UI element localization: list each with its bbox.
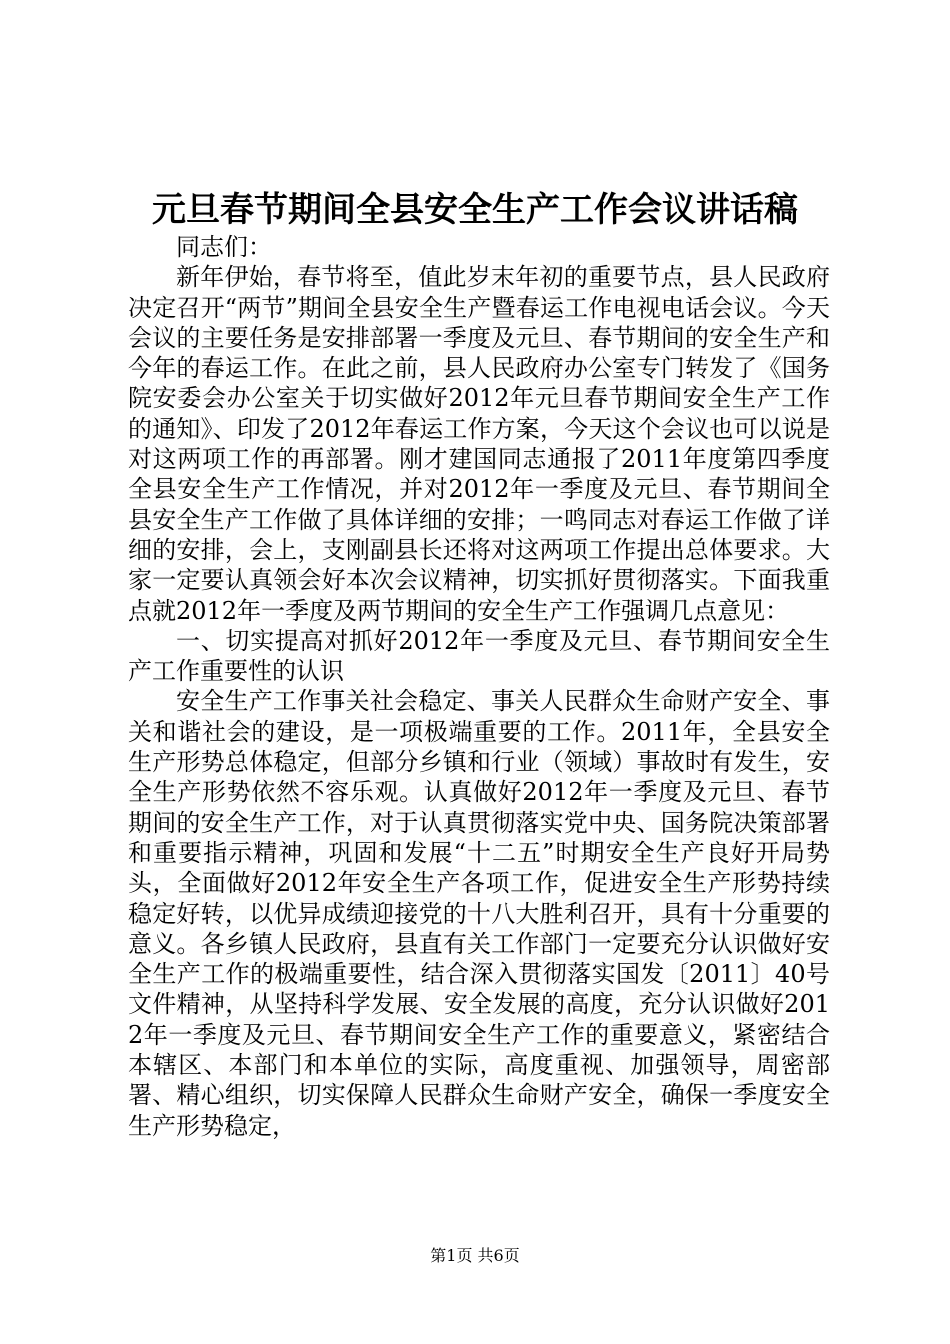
section-heading: 一、切实提高对抓好2012年一季度及元旦、春节期间安全生产工作重要性的认识: [128, 626, 830, 686]
body-paragraph: 安全生产工作事关社会稳定、事关人民群众生命财产安全、事关和谐社会的建设，是一项极端重要的工作。2011年，全县安全生产形势总体稳定，但部分乡镇和行业（领域）事故时有发生，安全生产形势依然不容乐观。认真做好2012年一季度及元旦、春节期间的安全生产工作，对于认真贯彻落实党中央、国务院决策部署和重要指示精神，巩固和发展“十二五”时期安全生产良好开局势头，全面做好2012年安全生产各项工作，促进安全生产形势持续稳定好转，以优异成绩迎接党的十八大胜利召开，具有十分重要的意义。各乡镇人民政府，县直有关工作部门一定要充分认识做好安全生产工作的极端重要性，结合深入贯彻落实国发〔2011〕40号文件精神，从坚持科学发展、安全发展的高度，充分认识做好2012年一季度及元旦、春节期间安全生产工作的重要意义，紧密结合本辖区、本部门和本单位的实际，高度重视、加强领导，周密部署、精心组织，切实保障人民群众生命财产安全，确保一季度安全生产形势稳定，: [128, 687, 830, 1140]
document-title: 元旦春节期间全县安全生产工作会议讲话稿: [152, 190, 798, 230]
salutation-paragraph: 同志们：: [176, 233, 272, 261]
body-paragraph: 新年伊始，春节将至，值此岁末年初的重要节点，县人民政府决定召开“两节”期间全县安全生产暨春运工作电视电话会议。今天会议的主要任务是安排部署一季度及元旦、春节期间的安全生产和今年的春运工作。在此之前，县人民政府办公室专门转发了《国务院安委会办公室关于切实做好2012年元旦春节期间安全生产工作的通知》、印发了2012年春运工作方案，今天这个会议也可以说是对这两项工作的再部署。刚才建国同志通报了2011年度第四季度全县安全生产工作情况，并对2012年一季度及元旦、春节期间全县安全生产工作做了具体详细的安排；一鸣同志对春运工作做了详细的安排，会上，支刚副县长还将对这两项工作提出总体要求。大家一定要认真领会好本次会议精神，切实抓好贯彻落实。下面我重点就2012年一季度及两节期间的安全生产工作强调几点意见：: [128, 263, 830, 625]
document-body: [128, 232, 830, 1141]
page-number-footer: 第1页 共6页: [430, 1246, 520, 1265]
